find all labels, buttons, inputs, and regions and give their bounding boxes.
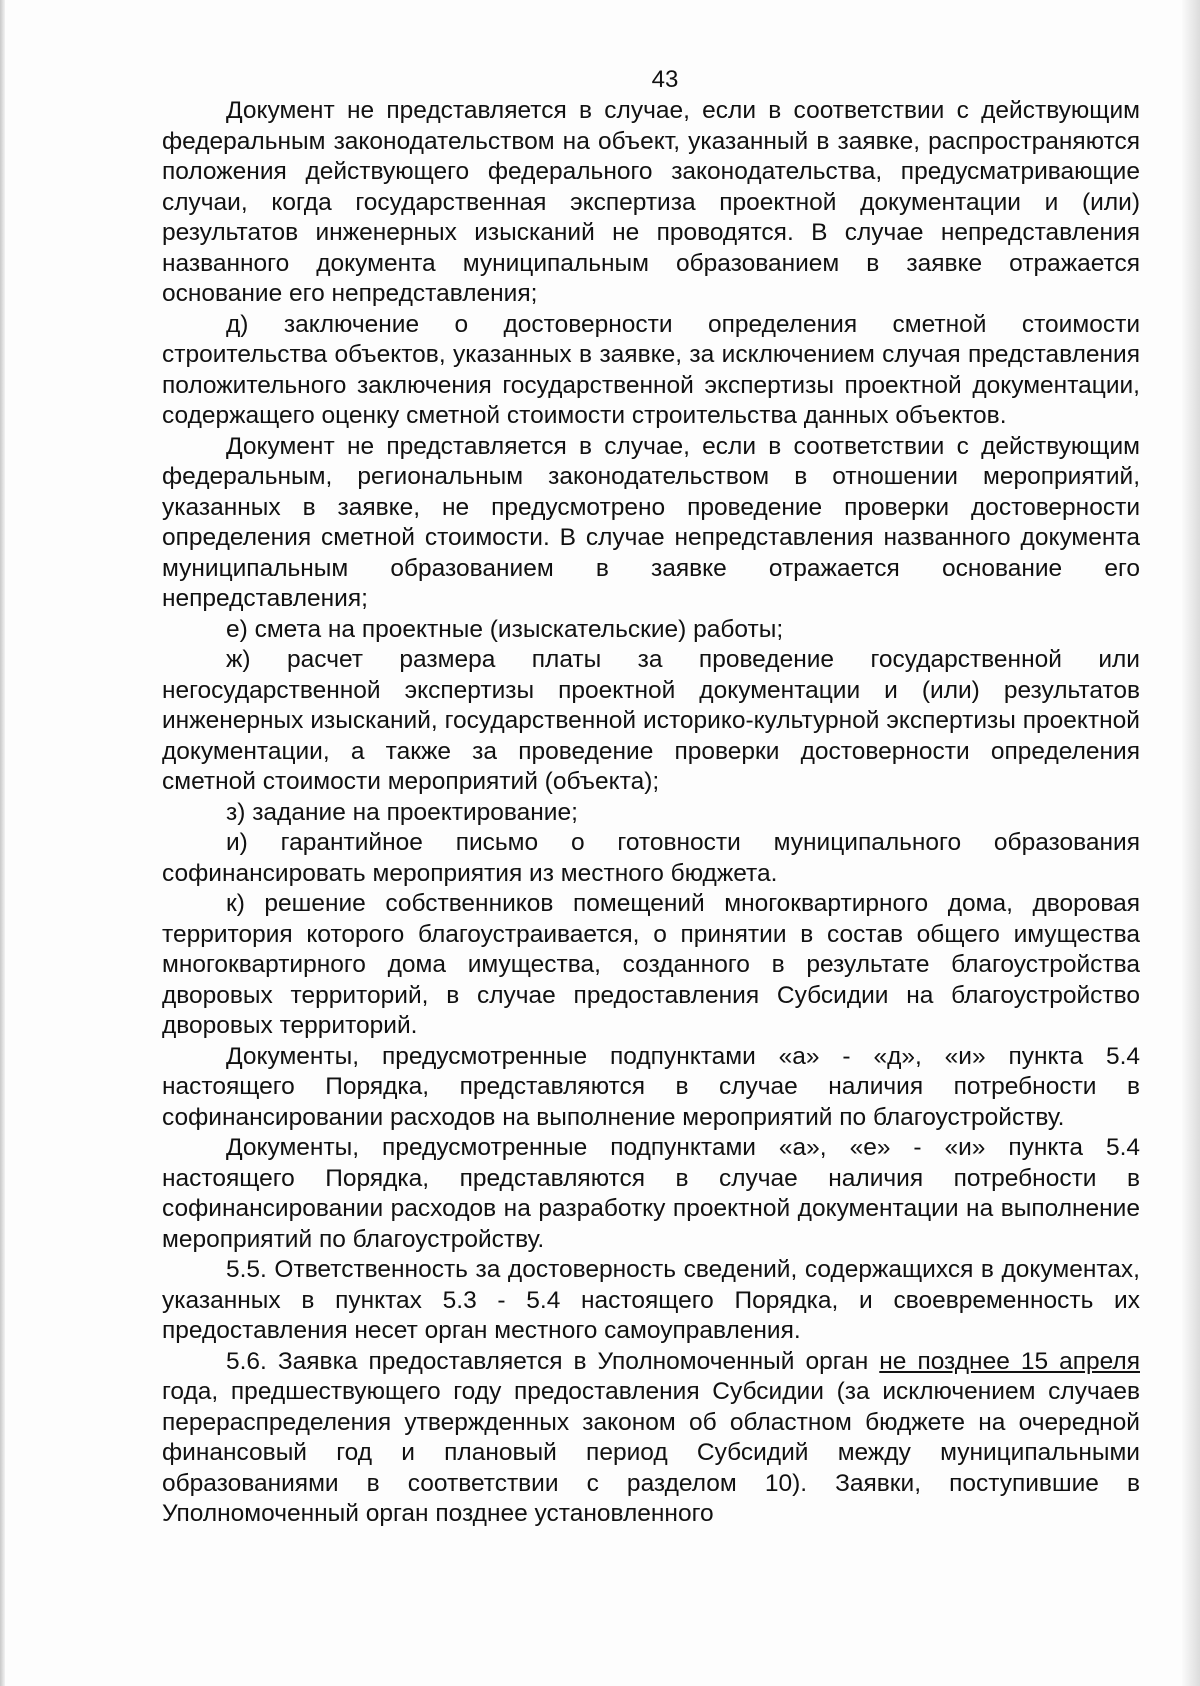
- paragraph: Документ не представляется в случае, если в соответствии с действующим федеральным законодательством на объект, указанный в заявке, распространяются положения действующего федерального законодательства, предусматривающие случаи, когда государственная экспертиза проектной документации и (или) результатов инженерных изысканий не проводятся. В случае непредставления названного документа муниципальным образованием в заявке отражается основание его непредставления;: [162, 97, 1140, 307]
- deadline-underlined: не позднее 15 апреля: [879, 1347, 1140, 1375]
- scan-edge-right: [1182, 0, 1200, 1686]
- scan-edge-left: [0, 0, 5, 1686]
- paragraph-text: 5.6. Заявка предоставляется в Уполномоченный орган: [226, 1347, 880, 1375]
- paragraph: Документы, предусмотренные подпунктами «а» - «д», «и» пункта 5.4 настоящего Порядка, представляются в случае наличия потребности в софинансировании расходов на выполнение мероприятий по благоустройству.: [162, 1042, 1140, 1131]
- paragraph: Документ не представляется в случае, если в соответствии с действующим федеральным, региональным законодательством в отношении мероприятий, указанных в заявке, не предусмотрено проведение проверки достоверности определения сметной стоимости. В случае непредставления названного документа муниципальным образованием в заявке отражается основание его непредставления;: [162, 432, 1140, 612]
- paragraph: к) решение собственников помещений многоквартирного дома, дворовая территория которого благоустраивается, о принятии в состав общего имущества многоквартирного дома имущества, созданного в результате благоустройства дворовых территорий, в случае предоставления Субсидии на благоустройство дворовых территорий.: [162, 890, 1140, 1039]
- document-body: [162, 96, 1140, 1530]
- page-number: 43: [651, 66, 679, 93]
- paragraph: и) гарантийное письмо о готовности муниципального образования софинансировать мероприятия из местного бюджета.: [162, 829, 1140, 887]
- paragraph: з) задание на проектирование;: [226, 798, 578, 826]
- paragraph: Документы, предусмотренные подпунктами «а», «е» - «и» пункта 5.4 настоящего Порядка, представляются в случае наличия потребности в софинансировании расходов на разработку проектной документации на выполнение мероприятий по благоустройству.: [162, 1134, 1140, 1253]
- paragraph: е) смета на проектные (изыскательские) работы;: [226, 615, 784, 643]
- paragraph: 5.5. Ответственность за достоверность сведений, содержащихся в документах, указанных в пунктах 5.3 - 5.4 настоящего Порядка, и своевременность их предоставления несет орган местного самоуправления.: [162, 1256, 1140, 1344]
- paragraph: д) заключение о достоверности определения сметной стоимости строительства объектов, указанных в заявке, за исключением случая представления положительного заключения государственной экспертизы проектной документации, содержащего оценку сметной стоимости строительства данных объектов.: [162, 310, 1140, 429]
- paragraph-text: года, предшествующего году предоставления Субсидии (за исключением случаев перераспределения утвержденных законом об областном бюджете на очередной финансовый год и плановый период Субсидий между муниципальными образованиями в соответствии с разделом 10). Заявки, поступившие в Уполномоченный орган позднее установленного: [162, 1378, 1140, 1527]
- paragraph-5-6: [162, 1347, 1140, 1530]
- paragraph: ж) расчет размера платы за проведение государственной или негосударственной экспертизы проектной документации и (или) результатов инженерных изысканий, государственной историко-культурной экспертизы проектной документации, а также за проведение проверки достоверности определения сметной стоимости мероприятий (объекта);: [162, 646, 1140, 795]
